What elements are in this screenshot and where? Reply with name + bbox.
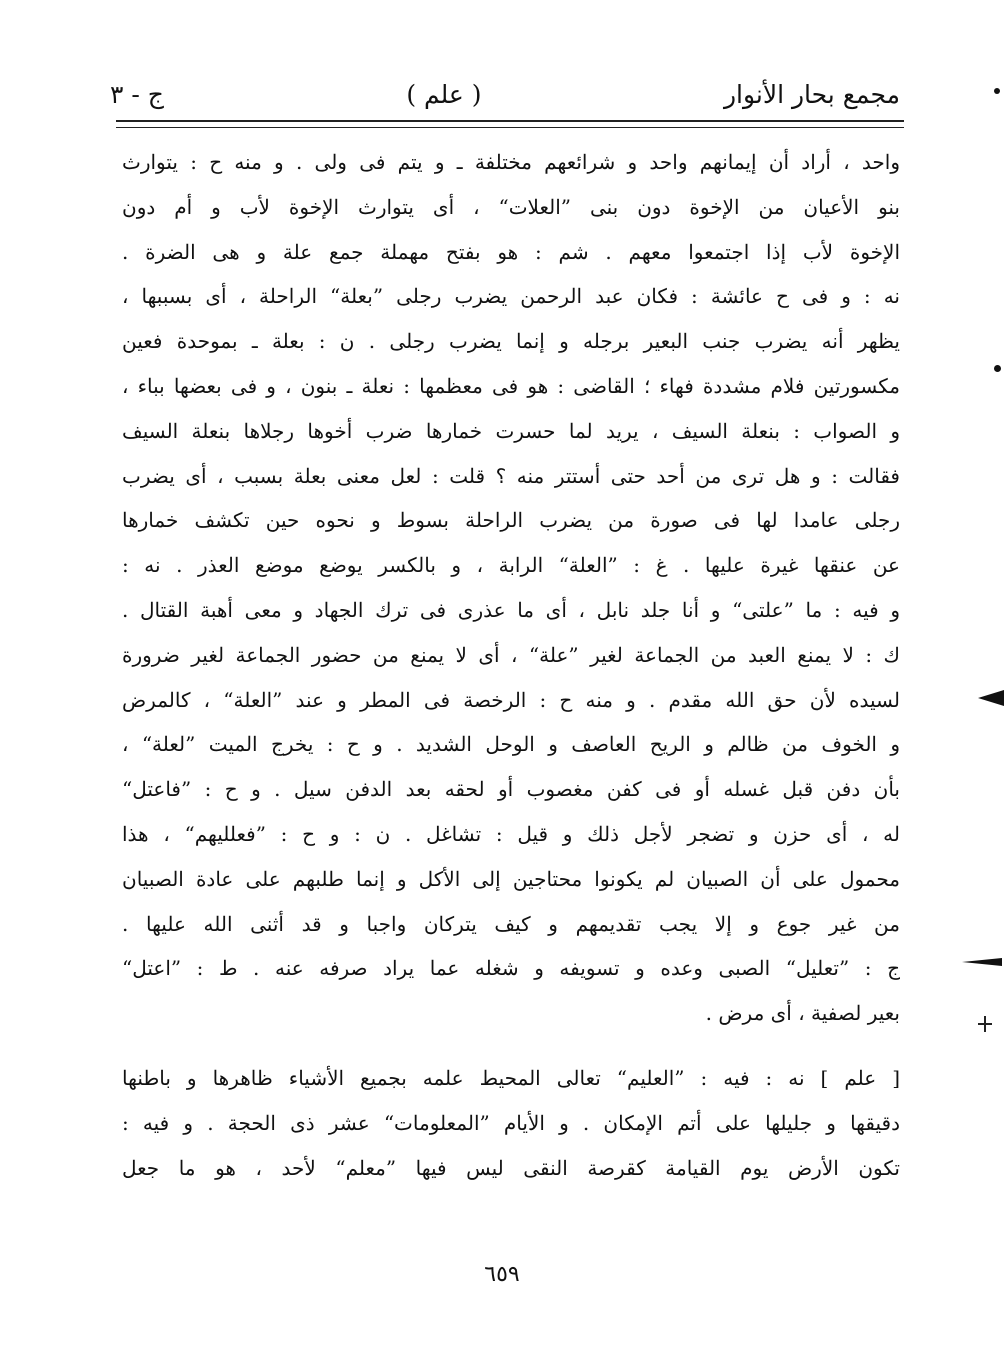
text-line: يظهر أنه يضرب جنب البعير برجله و إنما يضرب رجلى . ن : بعلة ـ بموحدة فعين	[122, 329, 900, 354]
header-rule-thin	[116, 127, 904, 128]
page-number: ٦٥٩	[484, 1262, 520, 1287]
header-volume-number: ج - ٣	[110, 79, 164, 109]
text-line: و الخوف من ظالم و الريح العاصف و الوحل الشديد . و ح : يخرج الميت ”لعلة“ ،	[122, 732, 900, 757]
paragraph-gap	[122, 1036, 900, 1056]
text-line: الإخوة لأب إذا اجتمعوا معهم . شم : هو بفتح مهملة جمع علة و هى الضرة .	[122, 239, 900, 264]
text-line: [ علم ] نه : فيه : ”العليم“ تعالى المحيط علمه بجميع الأشياء ظاهرها و باطنها	[122, 1065, 900, 1090]
text-line-last: بعير لصفية ، أى مرض .	[705, 1001, 900, 1026]
margin-mark-arrow	[978, 690, 1004, 706]
text-line: دقيقها و جليلها على أتم الإمكان . و الأيام ”المعلومات“ عشر ذى الحجة . و فيه :	[122, 1110, 900, 1135]
text-line: عن عنقها غيرة عليها . غ : ”العلة“ الرابة ، و بالكسر يوضع موضع العذر . نه :	[122, 553, 900, 578]
text-line: بنو الأعيان من الإخوة دون بنى ”العلات“ ، أى يتوارث الإخوة لأب و أم دون	[122, 194, 900, 219]
text-line: ك : لا يمنع العبد من الجماعة لغير ”علة“ ، أى لا يمنع من حضور الجماعة لغير ضرورة	[122, 642, 900, 667]
text-line: فقالت : و هل ترى من أحد حتى أستتر منه ؟ قلت : لعل معنى بعلة بسبب ، أى يضرب	[122, 463, 900, 488]
margin-mark-cross	[984, 1016, 986, 1032]
text-line: بأن دفن قبل غسله أو فى كفن مغصوب أو لحقه بعد الدفن سيل . و ح : ”فاعتل“	[122, 777, 900, 802]
margin-mark-arrow	[962, 958, 1002, 966]
header-rule-thick	[116, 120, 904, 122]
header-book-title: مجمع بحار الأنوار	[723, 79, 900, 109]
text-line: من غير جوع و إلا يجب تقديمهم و كيف يتركان واجبا و قد أثنى الله عليها .	[122, 911, 900, 936]
margin-mark-dot	[994, 88, 1000, 94]
text-line: له ، أى حزن و تضجر لأجل ذلك و قيل : تشاغل . ن : و ح : ”فعلليهم“ ، هذا	[122, 821, 900, 846]
text-line: نه : و فى ح عائشة : فكان عبد الرحمن يضرب رجلى ”بعلة“ الراحلة ، أى بسببها ،	[122, 284, 900, 309]
text-line: و فيه : ما ”علتى“ و أنا جلد نابل ، أى ما عذرى فى ترك الجهاد و معى أهبة القتال .	[122, 597, 900, 622]
text-line: ج : ”تعليل“ الصبى وعده و تسويفه و شغله عما يراد صرفه عنه . ط : ”اعتل“	[122, 956, 900, 981]
page-body	[122, 140, 900, 1190]
text-line: واحد ، أراد أن إيمانهم واحد و شرائعهم مختلفة ـ و يتم فى ولى . و منه ح : يتوارث	[122, 150, 900, 174]
header-entry-word: ( علم )	[406, 79, 482, 109]
running-header	[110, 70, 900, 118]
margin-mark-dot	[994, 365, 1001, 372]
text-line: محمول على أن الصبيان لم يكونوا محتاجين إلى الأكل و إنما طلبهم على عادة الصبيان	[122, 866, 900, 891]
text-line: رجلى عامدا لها فى صورة من يضرب الراحلة بسوط و نحوه حين تكشف خمارها	[122, 508, 900, 533]
text-line: مكسورتين فلام مشددة فهاء ؛ القاضى : هو فى معظمها : نعلة ـ بنون ، و فى بعضها بباء ،	[122, 373, 900, 398]
text-line: لسيده لأن حق الله مقدم . و منه ح : الرخصة فى المطر و عند ”العلة“ ، كالمرض	[122, 687, 900, 712]
text-line: تكون الأرض يوم القيامة كقرصة النقى ليس فيها ”معلم“ لأحد ، هو ما جعل	[122, 1155, 900, 1180]
text-line: و الصواب : بنعلة السيف ، يريد لما حسرت خمارها ضرب أخوها رجلاها بنعلة السيف	[122, 418, 900, 443]
